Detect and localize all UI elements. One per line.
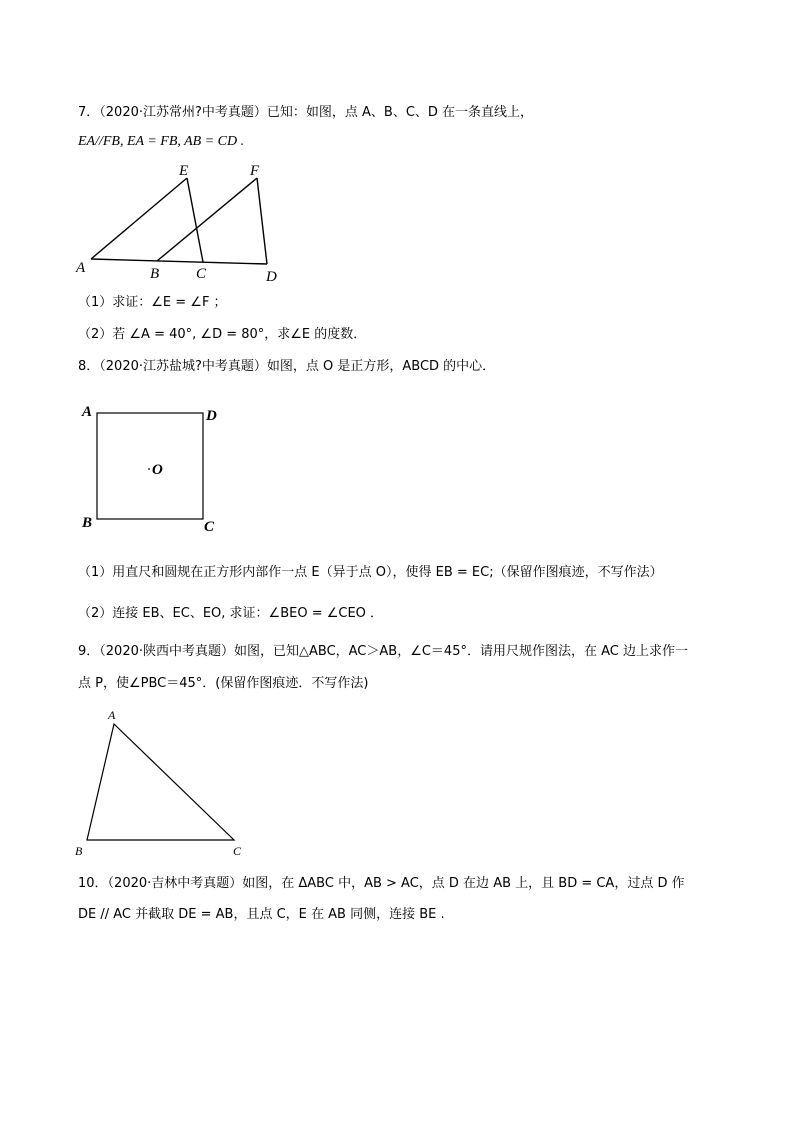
- q7-label-c: C: [196, 266, 207, 282]
- q9-label-a: A: [108, 708, 116, 722]
- q8-figure: [76, 400, 226, 540]
- q8-label-a: A: [82, 404, 93, 420]
- q7-part1: （1）求证：∠E = ∠F ；: [78, 295, 227, 310]
- triangle-abc: [87, 724, 234, 840]
- q10-stem-line2: DE // AC 并截取 DE = AB，且点 C，E 在 AB 同侧，连接 BE .: [78, 907, 445, 922]
- q7-stem-line1: 7．（2020·江苏常州?中考真题）已知：如图，点 A、B、C、D 在一条直线上，: [78, 105, 534, 120]
- segment-ec: [187, 178, 203, 262]
- q7-given: EA//FB, EA = FB, AB = CD .: [78, 134, 245, 149]
- q8-part1: （1）用直尺和圆规在正方形内部作一点 E（异于点 O），使得 EB = EC;（保留作图痕迹，不写作法）: [78, 565, 663, 580]
- q7-label-f: F: [250, 163, 260, 179]
- q7-label-e: E: [179, 163, 189, 179]
- q9-label-c: C: [233, 844, 242, 858]
- q7-label-d: D: [266, 269, 277, 285]
- q9-stem-line1: 9．（2020·陕西中考真题）如图，已知△ABC，AC＞AB，∠C＝45°．请用尺规作图法，在 AC 边上求作一: [78, 644, 688, 659]
- q9-label-b: B: [75, 844, 83, 858]
- center-point-o: [148, 468, 150, 470]
- q7-label-b: B: [150, 266, 160, 282]
- q10-stem-line1: 10．（2020·吉林中考真题）如图，在 ΔABC 中，AB > AC，点 D 在边 AB 上，且 BD = CA，过点 D 作: [78, 876, 685, 891]
- q8-label-o: O: [152, 462, 163, 478]
- q9-figure: [70, 703, 260, 863]
- q7-label-a: A: [76, 260, 86, 276]
- segment-fd: [257, 178, 267, 264]
- q7-part2: （2）若 ∠A = 40°, ∠D = 80°，求∠E 的度数．: [78, 327, 367, 342]
- q8-stem: 8．（2020·江苏盐城?中考真题）如图，点 O 是正方形，ABCD 的中心．: [78, 359, 496, 374]
- line-ad: [91, 259, 267, 264]
- q8-part2: （2）连接 EB、EC、EO, 求证：∠BEO = ∠CEO ．: [78, 606, 384, 621]
- square-abcd: [97, 413, 203, 519]
- q9-stem-line2: 点 P，使∠PBC＝45°．(保留作图痕迹．不写作法): [78, 676, 369, 691]
- q8-label-d: D: [206, 408, 217, 424]
- q8-label-c: C: [204, 519, 215, 535]
- q8-label-b: B: [82, 515, 93, 531]
- segment-ae: [91, 178, 187, 259]
- q7-figure: [70, 160, 290, 285]
